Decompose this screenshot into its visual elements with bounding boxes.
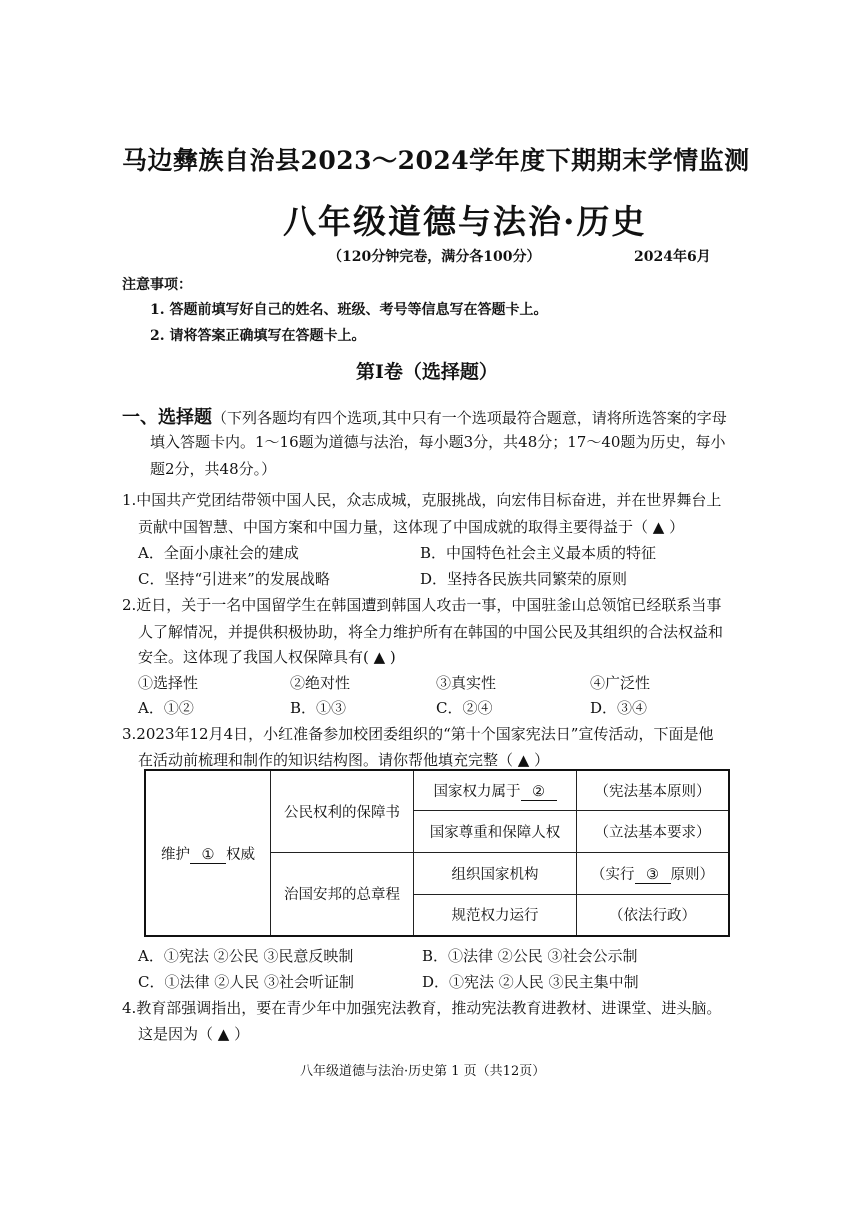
exam-title-line2: 八年级道德与法治·历史 [283,202,647,241]
part1-instruction-2: 填入答题卡内。1～16题为道德与法治，每小题3分，共48分；17～40题为历史，每小 [150,433,726,451]
q3-option-b: B．①法律 ②公民 ③社会公示制 [422,947,638,965]
q3-table-r3: 组织国家机构 [414,852,577,894]
q2-statement-1: ①选择性 [138,674,199,692]
q2-stem-line1: 2.近日，关于一名中国留学生在韩国遭到韩国人攻击一事，中国驻釜山总领馆已经联系当事 [122,596,722,614]
q3-table-r3-note: （实行 ③ 原则） [577,852,730,894]
part1-label: 一、选择题 [122,407,212,428]
q3-table-r2: 国家尊重和保障人权 [414,810,577,852]
q4-stem-line1: 4.教育部强调指出，要在青少年中加强宪法教育，推动宪法教育进教材、进课堂、进头脑。 [122,999,722,1017]
part1-instruction-1: 一、选择题（下列各题均有四个选项,其中只有一个选项最符合题意，请将所选答案的字母 [122,407,727,428]
q2-statement-2: ②绝对性 [290,674,351,692]
q3-option-a: A．①宪法 ②公民 ③民意反映制 [138,947,354,965]
part1-instruction-3: 题2分，共48分。） [150,460,277,478]
q1-option-b: B．中国特色社会主义最本质的特征 [420,544,657,562]
q3-table-r4: 规范权力运行 [414,894,577,936]
q2-statement-3: ③真实性 [436,674,497,692]
q3-stem-line2: 在活动前梳理和制作的知识结构图。请你帮他填充完整（ ▲ ） [138,751,550,769]
q3-table-r1: 国家权力属于 ② [414,770,577,810]
exam-title-line1: 马边彝族自治县2023～2024学年度下期期末学情监测 [122,146,750,175]
exam-subtitle: （120分钟完卷，满分各100分） [328,249,541,265]
q1-stem-line1: 1.中国共产党团结带领中国人民，众志成城，克服挑战，向宏伟目标奋进，并在世界舞台上 [122,491,722,509]
q3-table-branch1: 公民权利的保障书 [271,770,414,852]
q3-table-r4-note: （依法行政） [577,894,730,936]
q2-option-d: D．③④ [590,699,648,717]
q1-option-d: D．坚持各民族共同繁荣的原则 [420,570,628,588]
q2-option-b: B．①③ [290,699,347,717]
notice-item-2: 2. 请将答案正确填写在答题卡上。 [150,328,366,344]
q3-option-c: C．①法律 ②人民 ③社会听证制 [138,973,355,991]
q2-option-c: C．②④ [436,699,493,717]
section-title: 第Ⅰ卷（选择题） [356,361,498,383]
q3-table-root: 维护 ① 权威 [145,770,271,936]
q2-option-a: A．①② [138,699,194,717]
q4-stem-line2: 这是因为（ ▲ ） [138,1025,250,1043]
q1-option-c: C．坚持“引进来”的发展战略 [138,570,330,588]
q3-table-r2-note: （立法基本要求） [577,810,730,852]
q2-stem-line3: 安全。这体现了我国人权保障具有( ▲ ) [138,648,396,666]
page-footer: 八年级道德与法治·历史第 1 页（共12页） [300,1064,546,1079]
notice-heading: 注意事项： [122,277,192,293]
exam-date: 2024年6月 [634,249,711,265]
q3-knowledge-table [144,769,730,937]
q3-stem-line1: 3.2023年12月4日，小红准备参加校团委组织的“第十个国家宪法日”宣传活动，下面是他 [122,725,714,743]
q2-stem-line2: 人了解情况，并提供积极协助，将全力维护所有在韩国的中国公民及其组织的合法权益和 [138,623,724,641]
q3-table-r1-note: （宪法基本原则） [577,770,730,810]
notice-item-1: 1. 答题前填写好自己的姓名、班级、考号等信息写在答题卡上。 [150,302,548,318]
q3-table-branch2: 治国安邦的总章程 [271,852,414,936]
q3-option-d: D．①宪法 ②人民 ③民主集中制 [422,973,639,991]
q1-stem-line2: 贡献中国智慧、中国方案和中国力量，这体现了中国成就的取得主要得益于（ ▲ ） [138,518,685,536]
q1-option-a: A．全面小康社会的建成 [138,544,299,562]
q2-statement-4: ④广泛性 [590,674,651,692]
